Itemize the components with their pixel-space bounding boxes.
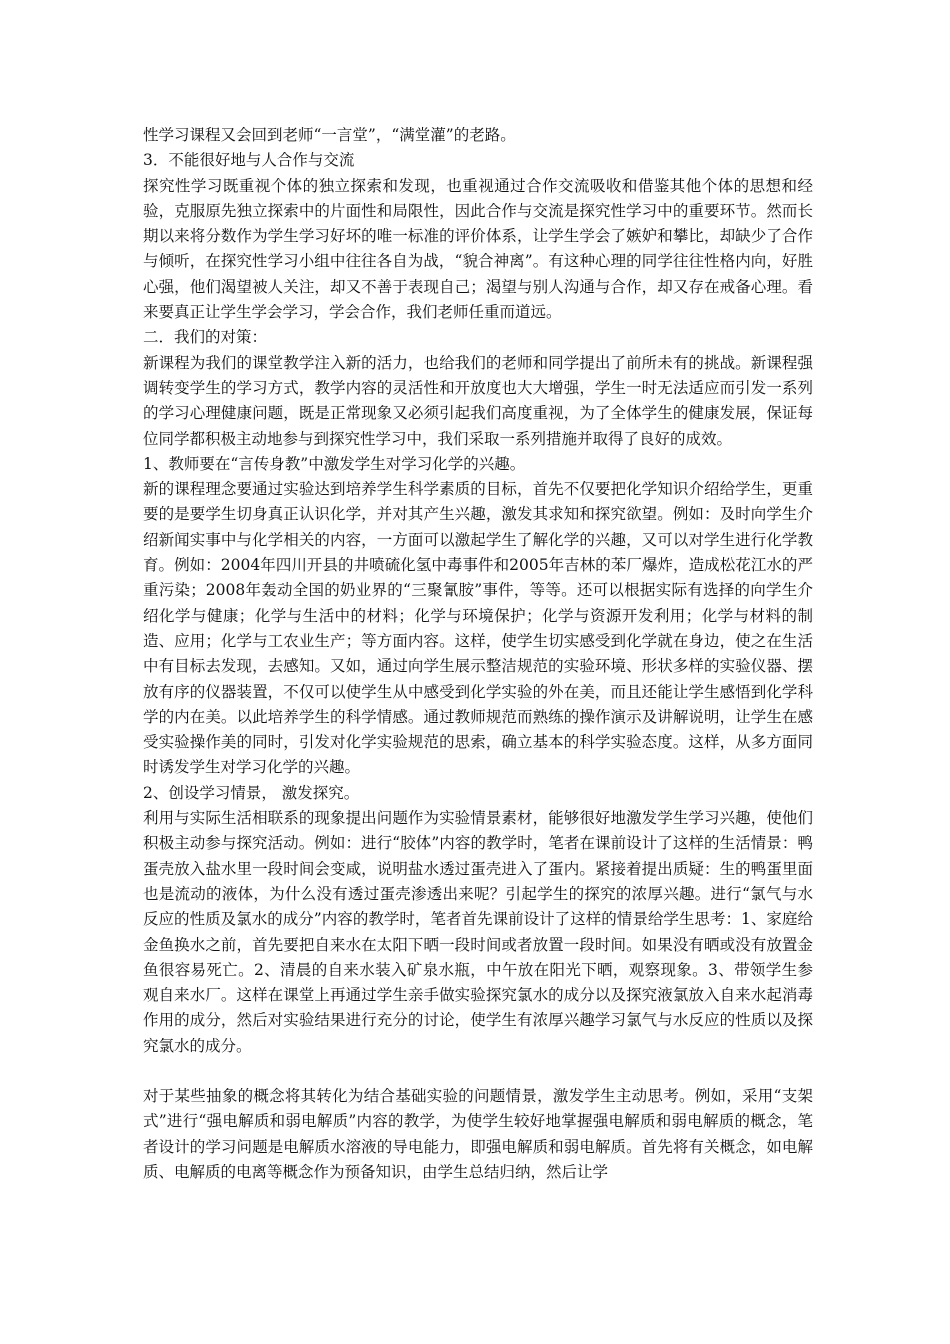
- heading-teacher-example: 1、教师要在“言传身教”中激发学生对学习化学的兴趣。: [143, 454, 526, 473]
- paragraph-learning-scenario: 利用与实际生活相联系的现象提出问题作为实验情景素材，能够很好地激发学生学习兴趣，使他们积极主动参与探究活动。例如：进行“胶体”内容的教学时，笔者在课前设计了这样的生活情景：鸭蛋壳放入盐水里一段时间会变咸，说明盐水透过蛋壳进入了蛋内。紧接着提出质疑：生的鸭蛋里面也是流动的液体，为什么没有透过蛋壳渗透出来呢？引起学生的探究的浓厚兴趣。进行“氯气与水反应的性质及氯水的成分”内容的教学时，笔者首先课前设计了这样的情景给学生思考：1、家庭给金鱼换水之前，首先要把自来水在太阳下晒一段时间或者放置一段时间。如果没有晒或没有放置金鱼很容易死亡。2、清晨的自来水装入矿泉水瓶，中午放在阳光下晒，观察现象。3、带领学生参观自来水厂。这样在课堂上再通过学生亲手做实验探究氯水的成分以及探究液氯放入自来水起消毒作用的成分，然后对实验结果进行充分的讨论，使学生有浓厚兴趣学习氯气与水反应的性质以及探究氯水的成分。: [143, 809, 813, 1055]
- paragraph-new-curriculum: 新课程为我们的课堂教学注入新的活力，也给我们的老师和同学提出了前所未有的挑战。新课程强调转变学生的学习方式，教学内容的灵活性和开放度也大大增强，学生一时无法适应而引发一系列的学习心理健康问题，既是正常现象又必须引起我们高度重视，为了全体学生的健康发展，保证每位同学都积极主动地参与到探究性学习中，我们采取一系列措施并取得了良好的成效。: [143, 353, 813, 448]
- heading-cooperation: 3．不能很好地与人合作与交流: [143, 151, 355, 170]
- paragraph-abstract-concepts: 对于某些抽象的概念将其转化为结合基础实验的问题情景，激发学生主动思考。例如，采用“支架式”进行“强电解质和弱电解质”内容的教学，为使学生较好地掌握强电解质和弱电解质的概念，笔者设计的学习问题是电解质水溶液的导电能力，即强电解质和弱电解质。首先将有关概念，如电解质、电解质的电离等概念作为预备知识，由学生总结归纳，然后让学: [143, 1086, 813, 1181]
- paragraph-cooperation: 探究性学习既重视个体的独立探索和发现，也重视通过合作交流吸收和借鉴其他个体的思想和经验，克服原先独立探索中的片面性和局限性，因此合作与交流是探究性学习中的重要环节。然而长期以来将分数作为学生学习好坏的唯一标准的评价体系，让学生学会了嫉妒和攀比，却缺少了合作与倾听，在探究性学习小组中往往各自为战，“貌合神离”。有这种心理的同学往往性格内向，好胜心强，他们渴望被人关注，却又不善于表现自己；渴望与别人沟通与合作，却又存在戒备心理。看来要真正让学生学会学习，学会合作，我们老师任重而道远。: [143, 176, 813, 322]
- document-body: [143, 123, 813, 1185]
- heading-strategies: 二．我们的对策：: [143, 328, 268, 347]
- blank-line: [143, 1059, 813, 1084]
- heading-learning-scenario: 2、创设学习情景， 激发探究。: [143, 783, 360, 802]
- paragraph-continuation: 性学习课程又会回到老师“一言堂”，“满堂灌”的老路。: [143, 126, 516, 144]
- paragraph-teacher-example: 新的课程理念要通过实验达到培养学生科学素质的目标，首先不仅要把化学知识介绍给学生，更重要的是要学生切身真正认识化学，并对其产生兴趣，激发其求知和探究欲望。例如：及时向学生介绍新闻实事中与化学相关的内容，一方面可以激起学生了解化学的兴趣，又可以对学生进行化学教育。例如：2004年四川开县的井喷硫化氢中毒事件和2005年吉林的苯厂爆炸，造成松花江水的严重污染；2008年轰动全国的奶业界的“三聚氰胺”事件，等等。还可以根据实际有选择的向学生介绍化学与健康；化学与生活中的材料；化学与环境保护；化学与资源开发利用；化学与材料的制造、应用；化学与工农业生产；等方面内容。这样，使学生切实感受到化学就在身边，使之在生活中有目标去发现，去感知。又如，通过向学生展示整洁规范的实验环境、形状多样的实验仪器、摆放有序的仪器装置，不仅可以使学生从中感受到化学实验的外在美，而且还能让学生感悟到化学科学的内在美。以此培养学生的科学情感。通过教师规范而熟练的操作演示及讲解说明，让学生在感受实验操作美的同时，引发对化学实验规范的思索，确立基本的科学实验态度。这样，从多方面同时诱发学生对学习化学的兴趣。: [143, 480, 813, 777]
